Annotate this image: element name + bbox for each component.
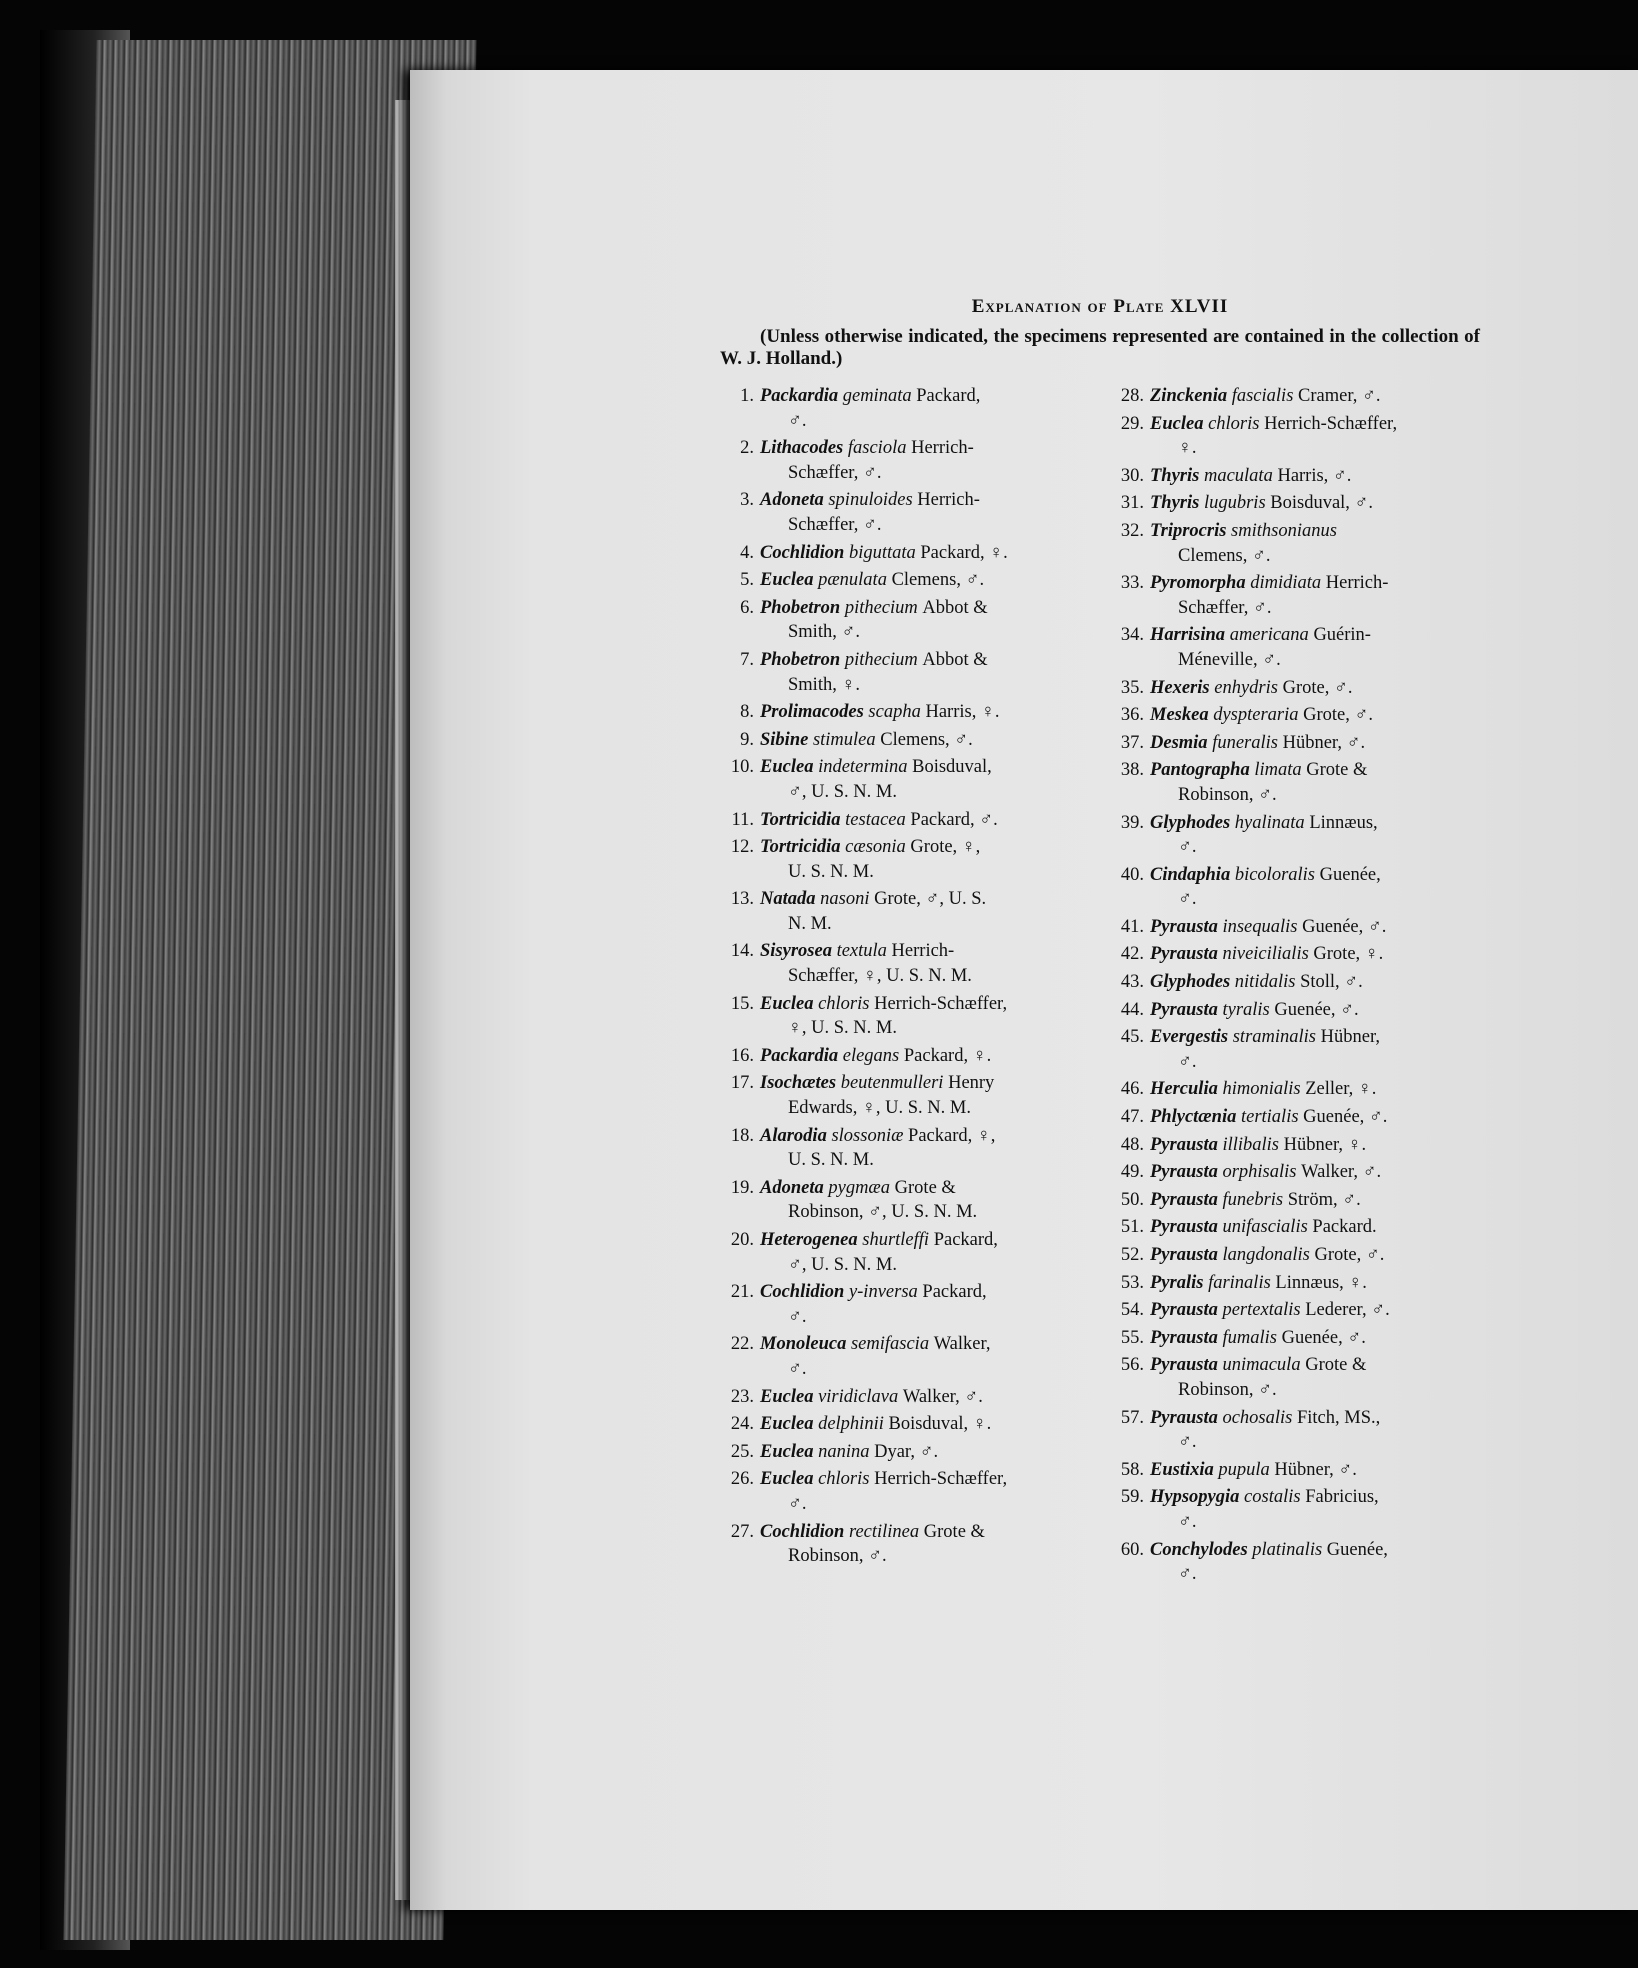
plate-entry <box>1110 1406 1480 1455</box>
plate-entry <box>720 648 1085 697</box>
entry-text <box>1150 1025 1480 1074</box>
entry-number: 25. <box>730 1441 754 1462</box>
entry-continuation: Robinson, ♂, U. S. N. M. <box>788 1202 978 1223</box>
entry-continuation: ♂, U. S. N. M. <box>788 1254 897 1275</box>
entry-text <box>1150 970 1480 995</box>
entry-line: Pyromorpha dimidiata Herrich- <box>1150 573 1389 594</box>
entry-text <box>760 568 1085 593</box>
entry-text <box>760 1071 1085 1120</box>
plate-entry <box>1110 1025 1480 1074</box>
entry-line: Heterogenea shurtleffi Packard, <box>760 1230 998 1250</box>
entry-number: 60. <box>1120 1539 1144 1560</box>
entry-text <box>1150 1271 1480 1296</box>
entry-number: 27. <box>730 1521 754 1542</box>
entry-number: 26. <box>730 1469 754 1490</box>
entry-text <box>1150 1160 1480 1185</box>
entry-continuation: Schæffer, ♂. <box>788 514 882 535</box>
entry-text <box>760 1412 1085 1437</box>
plate-entry <box>720 1385 1085 1410</box>
right-column <box>1110 384 1480 1590</box>
entry-number: 39. <box>1120 812 1144 833</box>
entry-text <box>1150 1485 1480 1534</box>
entry-number: 32. <box>1120 520 1144 541</box>
entry-line: Harrisina americana Guérin- <box>1150 625 1371 646</box>
entry-line: Euclea chloris Herrich-Schæffer, <box>760 993 1008 1014</box>
entry-continuation: U. S. N. M. <box>788 1150 874 1171</box>
entry-text <box>760 1385 1085 1410</box>
entry-text <box>1150 703 1480 728</box>
entry-line: Monoleuca semifascia Walker, <box>760 1334 991 1355</box>
entry-text <box>1150 384 1480 409</box>
entry-number: 42. <box>1120 944 1144 965</box>
plate-entry <box>720 1440 1085 1465</box>
entry-line: Sibine stimulea Clemens, ♂. <box>760 729 973 750</box>
entry-number: 47. <box>1120 1107 1144 1128</box>
entry-continuation: ♂, U. S. N. M. <box>788 781 897 802</box>
entry-continuation: ♀. <box>1178 438 1197 459</box>
entry-number: 34. <box>1120 625 1144 646</box>
entry-continuation: Clemens, ♂. <box>1178 545 1271 566</box>
entry-text <box>1150 1458 1480 1483</box>
entry-line: Thyris lugubris Boisduval, ♂. <box>1150 493 1374 514</box>
entry-text <box>760 488 1085 537</box>
entry-text <box>1150 464 1480 489</box>
entry-number: 29. <box>1120 413 1144 434</box>
entry-text <box>1150 998 1480 1023</box>
entry-number: 23. <box>730 1386 754 1407</box>
plate-entry <box>1110 1133 1480 1158</box>
entry-text <box>1150 491 1480 516</box>
entry-line: Pyrausta orphisalis Walker, ♂. <box>1150 1162 1382 1183</box>
entry-number: 19. <box>730 1177 754 1198</box>
plate-entry <box>720 1176 1085 1225</box>
entry-text <box>760 648 1085 697</box>
plate-entry <box>1110 998 1480 1023</box>
entry-continuation: ♂. <box>788 1306 807 1327</box>
plate-entry <box>1110 571 1480 620</box>
entry-text <box>760 835 1085 884</box>
entry-line: Phobetron pithecium Abbot & <box>760 649 988 670</box>
entry-line: Euclea pænulata Clemens, ♂. <box>760 570 985 591</box>
plate-entry <box>720 1124 1085 1173</box>
plate-entry <box>720 939 1085 988</box>
plate-entry <box>1110 676 1480 701</box>
entry-text <box>760 939 1085 988</box>
entry-continuation: ♂. <box>1178 837 1197 858</box>
entry-text <box>760 1440 1085 1465</box>
entry-text <box>1150 1538 1480 1587</box>
plate-entry <box>720 1228 1085 1277</box>
entry-text <box>1150 731 1480 756</box>
plate-entry <box>720 436 1085 485</box>
plate-entry <box>1110 863 1480 912</box>
entry-number: 33. <box>1120 573 1144 594</box>
entry-number: 5. <box>740 570 754 591</box>
plate-entry <box>1110 942 1480 967</box>
entry-continuation: Edwards, ♀, U. S. N. M. <box>788 1098 971 1119</box>
entry-line: Prolimacodes scapha Harris, ♀. <box>760 702 1000 723</box>
entry-line: Euclea nanina Dyar, ♂. <box>760 1441 939 1462</box>
entry-number: 16. <box>730 1045 754 1066</box>
entry-continuation: ♂. <box>1178 1432 1197 1453</box>
entry-line: Cindaphia bicoloralis Guenée, <box>1150 864 1381 885</box>
entry-line: Pantographa limata Grote & <box>1150 760 1368 781</box>
entry-text <box>1150 1133 1480 1158</box>
plate-entry <box>720 728 1085 753</box>
entry-line: Tortricidia testacea Packard, ♂. <box>760 809 998 830</box>
entry-line: Pyrausta ochosalis Fitch, MS., <box>1150 1407 1381 1428</box>
entry-continuation: Méneville, ♂. <box>1178 649 1281 670</box>
plate-entry <box>1110 519 1480 568</box>
entry-number: 57. <box>1120 1407 1144 1428</box>
entry-number: 15. <box>730 993 754 1014</box>
entry-continuation: Schæffer, ♂. <box>788 462 882 483</box>
plate-entry <box>1110 1353 1480 1402</box>
entry-number: 35. <box>1120 677 1144 698</box>
plate-entry <box>1110 915 1480 940</box>
plate-title: Explanation of Plate XLVII <box>971 296 1229 317</box>
plate-entry <box>1110 412 1480 461</box>
plate-entry <box>1110 1538 1480 1587</box>
entry-number: 31. <box>1120 493 1144 514</box>
plate-entry <box>720 887 1085 936</box>
entry-text <box>1150 811 1480 860</box>
plate-entry <box>720 1280 1085 1329</box>
entry-number: 44. <box>1120 999 1144 1020</box>
entry-continuation: Schæffer, ♀, U. S. N. M. <box>788 966 972 987</box>
entry-line: Packardia geminata Packard, <box>760 386 981 406</box>
entry-line: Pyrausta pertextalis Lederer, ♂. <box>1150 1300 1390 1321</box>
plate-entry <box>1110 1105 1480 1130</box>
entry-line: Hypsopygia costalis Fabricius, <box>1150 1487 1379 1508</box>
entry-line: Pyralis farinalis Linnæus, ♀. <box>1150 1272 1367 1293</box>
plate-entry <box>1110 491 1480 516</box>
entry-text <box>760 992 1085 1041</box>
entry-line: Euclea chloris Herrich-Schæffer, <box>1150 413 1398 434</box>
entry-continuation: ♂. <box>1178 889 1197 910</box>
entry-text <box>1150 623 1480 672</box>
entry-number: 28. <box>1120 386 1144 406</box>
entry-line: Pyrausta tyralis Guenée, ♂. <box>1150 999 1359 1020</box>
entry-number: 4. <box>740 542 754 563</box>
entry-line: Pyrausta niveicilialis Grote, ♀. <box>1150 944 1384 965</box>
entry-line: Adoneta spinuloides Herrich- <box>760 490 980 511</box>
entry-text <box>760 728 1085 753</box>
entry-text <box>1150 1243 1480 1268</box>
plate-entry <box>720 1412 1085 1437</box>
entry-number: 53. <box>1120 1272 1144 1293</box>
entry-continuation: ♂. <box>788 1358 807 1379</box>
entry-text <box>760 541 1085 566</box>
entry-text <box>760 1332 1085 1381</box>
entry-continuation: U. S. N. M. <box>788 861 874 882</box>
entry-text <box>1150 1298 1480 1323</box>
entry-number: 3. <box>740 490 754 511</box>
entry-text <box>1150 676 1480 701</box>
entry-continuation: N. M. <box>788 913 832 934</box>
entry-line: Phlyctænia tertialis Guenée, ♂. <box>1150 1107 1388 1128</box>
entry-line: Pyrausta funebris Ström, ♂. <box>1150 1189 1361 1210</box>
plate-entry <box>1110 703 1480 728</box>
entry-line: Conchylodes platinalis Guenée, <box>1150 1539 1388 1560</box>
entry-line: Euclea viridiclava Walker, ♂. <box>760 1386 983 1407</box>
plate-entry <box>720 835 1085 884</box>
entry-text <box>1150 412 1480 461</box>
plate-entry <box>1110 731 1480 756</box>
entry-number: 49. <box>1120 1162 1144 1183</box>
entry-number: 52. <box>1120 1245 1144 1265</box>
entry-number: 22. <box>730 1334 754 1355</box>
entry-number: 14. <box>730 941 754 962</box>
entry-continuation: ♂. <box>1178 1564 1197 1585</box>
entry-line: Herculia himonialis Zeller, ♀. <box>1150 1079 1377 1100</box>
entry-text <box>1150 1353 1480 1402</box>
entry-number: 10. <box>730 757 754 778</box>
entry-line: Thyris maculata Harris, ♂. <box>1150 465 1352 486</box>
plate-entry <box>1110 1188 1480 1213</box>
plate-entry <box>1110 1326 1480 1351</box>
entry-line: Triprocris smithsonianus <box>1150 520 1337 541</box>
plate-entry <box>1110 758 1480 807</box>
entry-text <box>1150 863 1480 912</box>
entry-line: Meskea dyspteraria Grote, ♂. <box>1150 705 1374 726</box>
plate-entry <box>720 755 1085 804</box>
entry-line: Lithacodes fasciola Herrich- <box>760 438 974 459</box>
entry-continuation: ♂. <box>1178 1051 1197 1072</box>
plate-entry <box>1110 1160 1480 1185</box>
entry-line: Pyrausta illibalis Hübner, ♀. <box>1150 1134 1367 1155</box>
entry-text <box>1150 1215 1480 1240</box>
entry-line: Isochætes beutenmulleri Henry <box>760 1073 995 1094</box>
entry-text <box>760 700 1085 725</box>
entry-continuation: ♀, U. S. N. M. <box>788 1018 897 1039</box>
entry-line: Glyphodes nitidalis Stoll, ♂. <box>1150 972 1363 993</box>
entry-number: 9. <box>740 729 754 750</box>
entry-number: 7. <box>740 649 754 670</box>
entry-line: Euclea delphinii Boisduval, ♀. <box>760 1414 992 1435</box>
plate-entry <box>720 1520 1085 1569</box>
plate-entry <box>1110 970 1480 995</box>
plate-entry <box>720 596 1085 645</box>
entry-line: Pyrausta unimacula Grote & <box>1150 1355 1367 1376</box>
entry-text <box>1150 519 1480 568</box>
entry-text <box>1150 758 1480 807</box>
plate-entry <box>1110 1271 1480 1296</box>
left-column <box>720 384 1085 1590</box>
entry-text <box>760 596 1085 645</box>
entry-text <box>1150 1188 1480 1213</box>
entry-number: 38. <box>1120 760 1144 781</box>
entry-line: Cochlidion y-inversa Packard, <box>760 1282 987 1303</box>
entry-line: Evergestis straminalis Hübner, <box>1150 1027 1381 1048</box>
entry-number: 30. <box>1120 465 1144 486</box>
plate-entry <box>1110 811 1480 860</box>
entry-number: 40. <box>1120 864 1144 885</box>
entry-line: Hexeris enhydris Grote, ♂. <box>1150 677 1353 698</box>
entry-text <box>1150 942 1480 967</box>
entry-number: 51. <box>1120 1217 1144 1238</box>
entry-number: 1. <box>740 386 754 406</box>
plate-entry <box>720 700 1085 725</box>
entry-text <box>760 1228 1085 1277</box>
entry-text <box>1150 1406 1480 1455</box>
plate-entry <box>720 1467 1085 1516</box>
entry-line: Pyrausta unifascialis Packard. <box>1150 1217 1377 1238</box>
entry-number: 13. <box>730 889 754 910</box>
entry-text <box>1150 1077 1480 1102</box>
entry-continuation: Schæffer, ♂. <box>1178 597 1272 618</box>
entry-number: 48. <box>1120 1134 1144 1155</box>
entry-text <box>760 1467 1085 1516</box>
entry-continuation: ♂. <box>788 1493 807 1514</box>
entry-continuation: ♂. <box>788 410 807 431</box>
entry-text <box>1150 1326 1480 1351</box>
plate-entry <box>720 992 1085 1041</box>
entry-number: 24. <box>730 1414 754 1435</box>
entry-continuation: ♂. <box>1178 1511 1197 1532</box>
entry-number: 46. <box>1120 1079 1144 1100</box>
entry-line: Tortricidia cæsonia Grote, ♀, <box>760 837 981 858</box>
entry-line: Packardia elegans Packard, ♀. <box>760 1045 992 1066</box>
entry-text <box>760 1176 1085 1225</box>
plate-entry <box>1110 1458 1480 1483</box>
entry-text <box>760 1124 1085 1173</box>
plate-entry <box>720 384 1085 433</box>
entry-text <box>760 755 1085 804</box>
plate-entry <box>1110 1485 1480 1534</box>
entry-line: Natada nasoni Grote, ♂, U. S. <box>760 889 987 910</box>
plate-entry <box>720 1332 1085 1381</box>
plate-entry <box>1110 1298 1480 1323</box>
entry-text <box>1150 571 1480 620</box>
entry-line: Phobetron pithecium Abbot & <box>760 597 988 618</box>
entry-line: Alarodia slossoniæ Packard, ♀, <box>760 1125 996 1146</box>
entry-continuation: Robinson, ♂. <box>788 1546 887 1567</box>
entry-number: 18. <box>730 1125 754 1146</box>
entry-number: 36. <box>1120 705 1144 726</box>
plate-entry <box>1110 623 1480 672</box>
plate-entry <box>720 1071 1085 1120</box>
plate-entry <box>1110 1243 1480 1268</box>
plate-entry <box>720 1044 1085 1069</box>
plate-entry <box>1110 1215 1480 1240</box>
entry-text <box>760 808 1085 833</box>
entry-text <box>760 1280 1085 1329</box>
entry-number: 50. <box>1120 1189 1144 1210</box>
entry-number: 17. <box>730 1073 754 1094</box>
entry-text <box>1150 915 1480 940</box>
entry-line: Cochlidion rectilinea Grote & <box>760 1521 985 1542</box>
entry-text <box>760 1520 1085 1569</box>
entry-number: 37. <box>1120 732 1144 753</box>
plate-explanation <box>720 296 1480 1590</box>
entry-continuation: Robinson, ♂. <box>1178 784 1277 805</box>
entry-text <box>760 887 1085 936</box>
entry-number: 59. <box>1120 1487 1144 1508</box>
entry-number: 2. <box>740 438 754 459</box>
plate-entry <box>1110 384 1480 409</box>
entry-number: 8. <box>740 702 754 723</box>
entry-number: 12. <box>730 837 754 858</box>
entry-line: Glyphodes hyalinata Linnæus, <box>1150 812 1378 833</box>
entry-line: Pyrausta langdonalis Grote, ♂. <box>1150 1245 1385 1265</box>
entry-number: 58. <box>1120 1459 1144 1480</box>
entry-text <box>760 1044 1085 1069</box>
entry-continuation: Smith, ♂. <box>788 622 860 643</box>
entry-line: Pyrausta insequalis Guenée, ♂. <box>1150 916 1387 937</box>
entry-line: Eustixia pupula Hübner, ♂. <box>1150 1459 1357 1480</box>
entry-text <box>760 436 1085 485</box>
entry-continuation: Smith, ♀. <box>788 674 860 695</box>
plate-entry <box>720 568 1085 593</box>
entry-line: Pyrausta fumalis Guenée, ♂. <box>1150 1327 1366 1348</box>
plate-entry <box>720 541 1085 566</box>
entry-number: 54. <box>1120 1300 1144 1321</box>
entry-line: Desmia funeralis Hübner, ♂. <box>1150 732 1366 753</box>
entry-text <box>1150 1105 1480 1130</box>
plate-entry <box>1110 464 1480 489</box>
entry-line: Euclea chloris Herrich-Schæffer, <box>760 1469 1008 1490</box>
entry-number: 11. <box>731 809 754 830</box>
entry-line: Cochlidion biguttata Packard, ♀. <box>760 542 1008 563</box>
entry-number: 21. <box>730 1282 754 1303</box>
entry-line: Adoneta pygmæa Grote & <box>760 1177 956 1198</box>
plate-entry <box>720 808 1085 833</box>
entry-number: 45. <box>1120 1027 1144 1048</box>
entry-line: Euclea indetermina Boisduval, <box>760 757 992 778</box>
entry-number: 20. <box>730 1230 754 1250</box>
plate-entry <box>720 488 1085 537</box>
entry-number: 41. <box>1120 916 1144 937</box>
plate-entry <box>1110 1077 1480 1102</box>
entry-line: Sisyrosea textula Herrich- <box>760 941 955 962</box>
entry-continuation: Robinson, ♂. <box>1178 1379 1277 1400</box>
entry-columns <box>720 384 1480 1590</box>
entry-text <box>760 384 1085 433</box>
entry-line: Zinckenia fascialis Cramer, ♂. <box>1150 386 1381 406</box>
entry-number: 56. <box>1120 1355 1144 1376</box>
entry-number: 43. <box>1120 972 1144 993</box>
entry-number: 55. <box>1120 1327 1144 1348</box>
intro-note: (Unless otherwise indicated, the specimens represented are contained in the collection of W. J. Holland.) <box>720 326 1480 369</box>
entry-number: 6. <box>740 597 754 618</box>
